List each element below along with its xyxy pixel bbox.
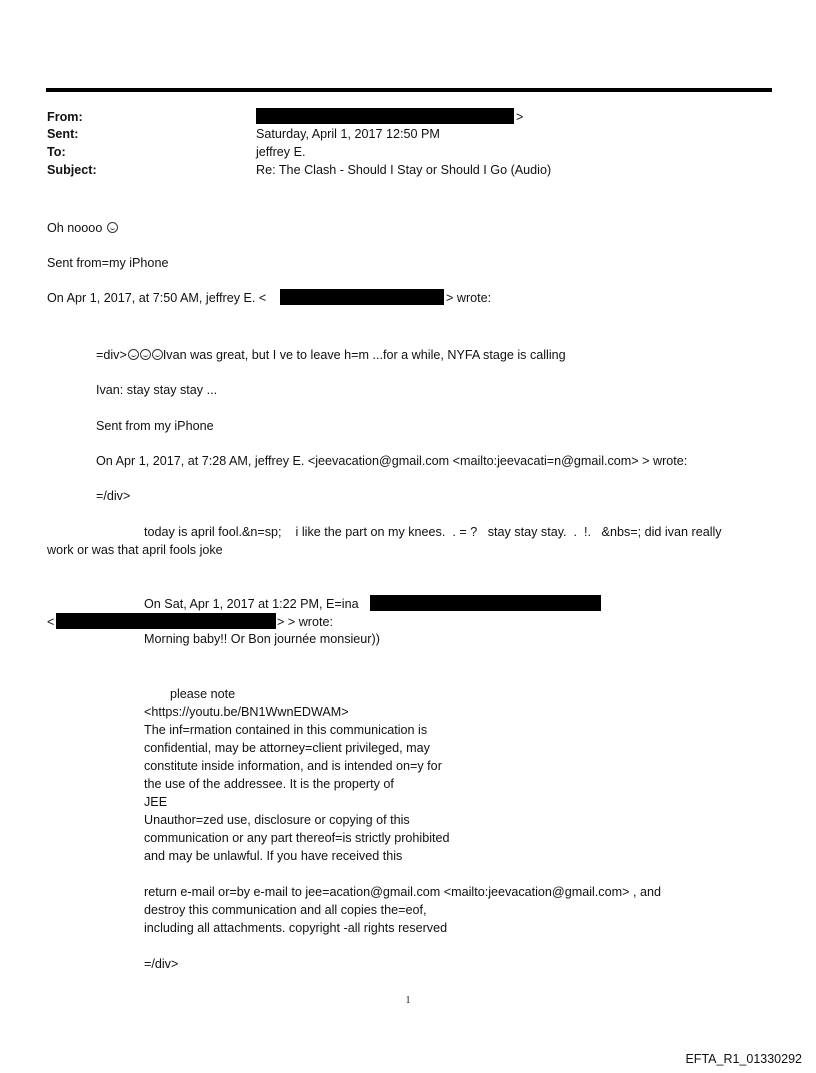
div-prefix: =div>: [96, 348, 127, 362]
redaction-from: [256, 108, 514, 124]
disclaimer-line: communication or any part thereof=is strictly prohibited: [144, 831, 450, 845]
div-text: Ivan was great, but I ve to leave h=m ...for a while, NYFA stage is calling: [162, 348, 566, 362]
sent-value: Saturday, April 1, 2017 12:50 PM: [256, 127, 440, 141]
smiley-icon: [107, 222, 118, 233]
disclaimer-line: JEE: [144, 795, 168, 809]
disclaimer-line: confidential, may be attorney=client privileged, may: [144, 741, 430, 755]
morning-line: Morning baby!! Or Bon journée monsieur)): [144, 632, 380, 646]
return-line: including all attachments. copyright -all rights reserved: [144, 921, 448, 935]
return-line: destroy this communication and all copies the=eof,: [144, 903, 427, 917]
sent-from-line: Sent from=my iPhone: [47, 256, 169, 270]
div-close-2: =/div>: [144, 957, 179, 971]
quote3-prefix: On Sat, Apr 1, 2017 at 1:22 PM, E=ina: [144, 597, 359, 611]
disclaimer-line: Unauthor=zed use, disclosure or copying of this: [144, 813, 410, 827]
quote3-line2-prefix: <: [47, 615, 55, 629]
disclaimer-line: the use of the addressee. It is the property of: [144, 777, 394, 791]
sent-from-line-2: Sent from my iPhone: [96, 419, 214, 433]
reply-line: [47, 220, 118, 236]
subject-label: Subject:: [47, 163, 97, 177]
april-fool-line: today is april fool.&n=sp; i like the part on my knees. . = ? stay stay stay. . !. &nbs=; did ivan really: [144, 525, 722, 539]
smiley-icon: [128, 349, 139, 360]
redaction-quote1-email: [280, 289, 444, 305]
please-note: please note: [170, 687, 236, 701]
quote1-suffix: > wrote:: [446, 291, 492, 305]
ivan-line: Ivan: stay stay stay ...: [96, 383, 218, 397]
return-line: return e-mail or=by e-mail to jee=acation@gmail.com <mailto:jeevacation@gmail.com> , and: [144, 885, 661, 899]
to-label: To:: [47, 145, 66, 159]
page-number: 1: [405, 995, 411, 1006]
disclaimer-line: The inf=rmation contained in this communication is: [144, 723, 428, 737]
to-value: jeffrey E.: [256, 145, 306, 159]
disclaimer-line: and may be unlawful. If you have received this: [144, 849, 403, 863]
div-line: [96, 347, 566, 363]
quote1-prefix: On Apr 1, 2017, at 7:50 AM, jeffrey E. <: [47, 291, 267, 305]
header-rule: [46, 88, 772, 92]
from-suffix: >: [516, 110, 524, 124]
quote3-line2-suffix: > > wrote:: [277, 615, 334, 629]
from-label: From:: [47, 110, 83, 124]
reply-text: Oh noooo: [47, 221, 103, 235]
smiley-icon: [140, 349, 151, 360]
disclaimer-line: constitute inside information, and is intended on=y for: [144, 759, 442, 773]
youtube-link[interactable]: <https://youtu.be/BN1WwnEDWAM>: [144, 705, 349, 719]
sent-label: Sent:: [47, 127, 79, 141]
smiley-icon: [152, 349, 163, 360]
div-close-1: =/div>: [96, 489, 131, 503]
subject-value: Re: The Clash - Should I Stay or Should I Go (Audio): [256, 163, 552, 177]
redaction-quote3-name: [370, 595, 601, 611]
document-id: EFTA_R1_01330292: [685, 1052, 802, 1066]
quote2-line: On Apr 1, 2017, at 7:28 AM, jeffrey E. <jeevacation@gmail.com <mailto:jeevacati=n@gmail.com> > wrote:: [96, 454, 688, 468]
redaction-quote3-email: [56, 613, 276, 629]
april-fool-line-2: work or was that april fools joke: [47, 543, 223, 557]
